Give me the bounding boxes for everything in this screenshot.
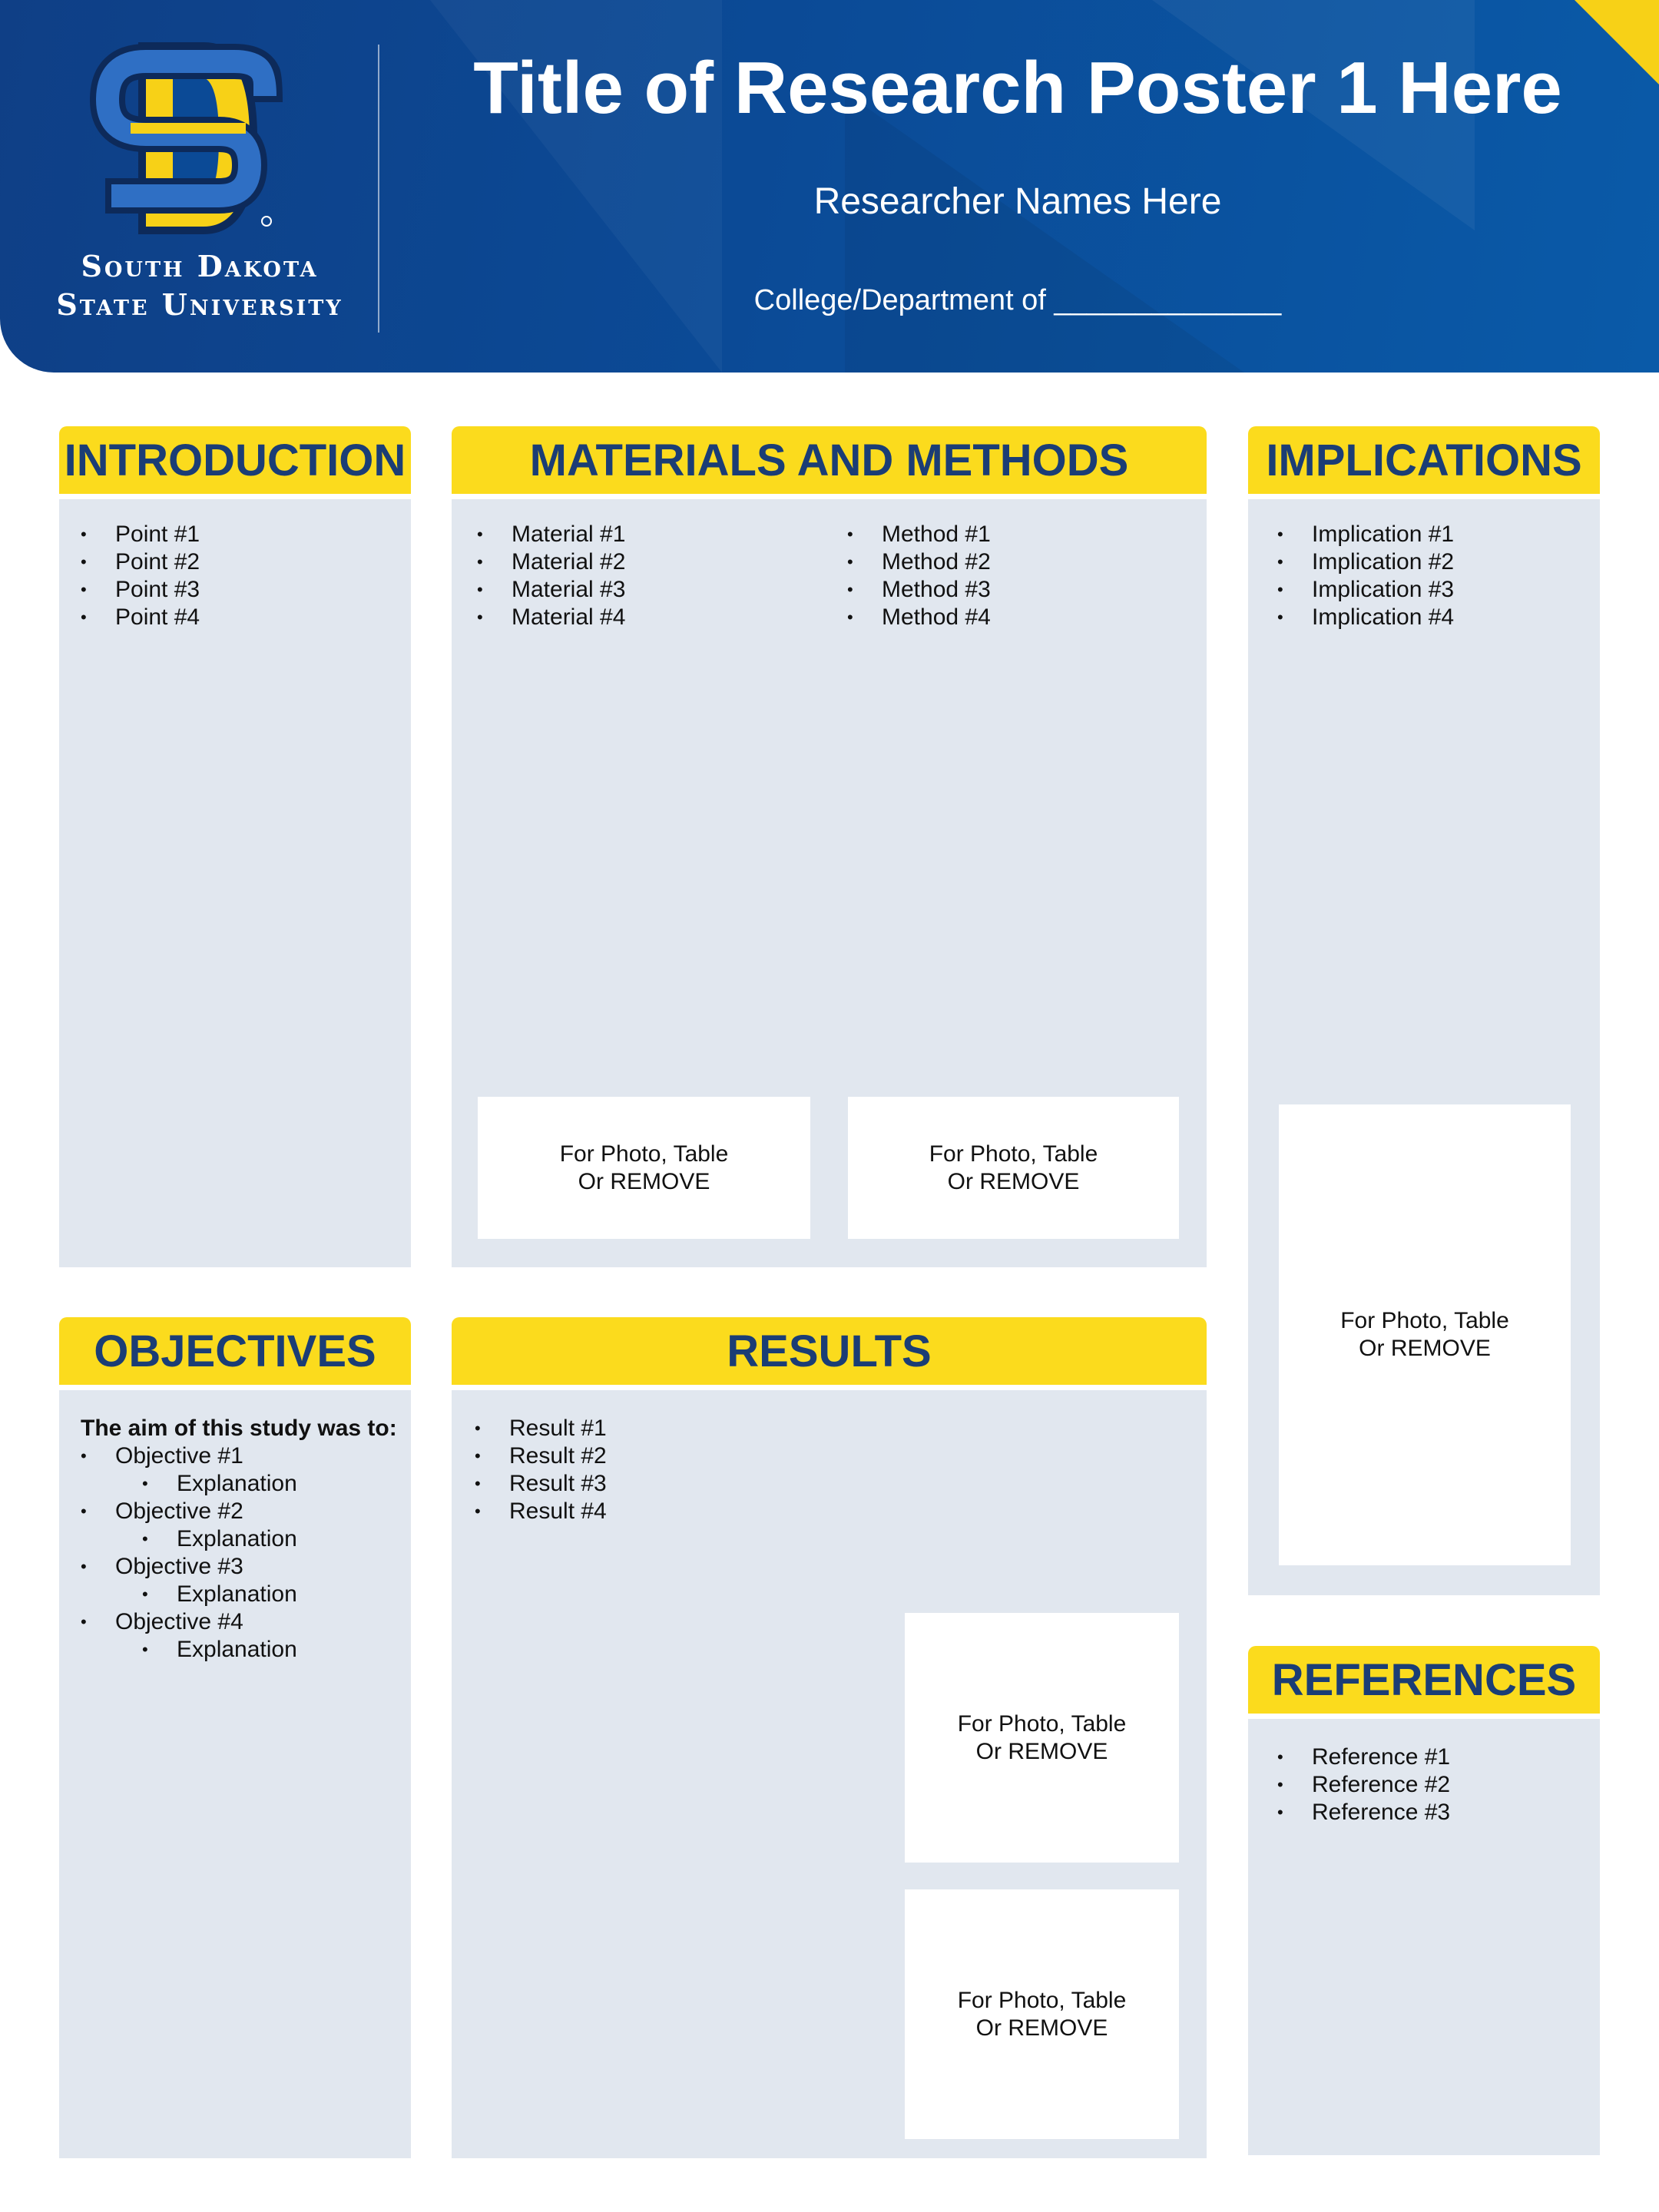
photo-placeholder[interactable] <box>905 1613 1179 1863</box>
references-list <box>1277 1743 1450 1826</box>
list-item[interactable]: • Objective #3 <box>81 1553 297 1581</box>
list-item[interactable]: • Objective #1 <box>81 1442 297 1470</box>
list-item[interactable]: • Reference #2 <box>1277 1771 1450 1799</box>
results-list <box>475 1415 607 1525</box>
objectives-heading: OBJECTIVES <box>59 1317 411 1385</box>
materials-methods-panel <box>452 499 1207 1267</box>
objective-group <box>81 1498 297 1525</box>
logo-text-line2: State University <box>56 287 343 322</box>
results-panel <box>452 1390 1207 2158</box>
list-item[interactable]: • Point #2 <box>81 548 200 576</box>
placeholder-text: Or REMOVE <box>975 1738 1108 1764</box>
list-item[interactable]: • Material #1 <box>477 521 625 548</box>
list-item[interactable]: • Result #4 <box>475 1498 607 1525</box>
materials-list <box>477 521 625 631</box>
placeholder-text: For Photo, Table <box>929 1141 1098 1167</box>
list-item[interactable]: • Method #1 <box>847 521 991 548</box>
university-logo <box>42 38 357 324</box>
list-item[interactable]: • Implication #1 <box>1277 521 1454 548</box>
objective-sublist <box>81 1636 297 1664</box>
introduction-heading: INTRODUCTION <box>59 426 411 494</box>
objective-group <box>81 1553 297 1581</box>
list-item[interactable]: • Point #4 <box>81 604 200 631</box>
list-item[interactable]: • Explanation <box>81 1470 297 1498</box>
list-item[interactable]: • Material #2 <box>477 548 625 576</box>
placeholder-text: Or REMOVE <box>578 1168 710 1194</box>
list-item[interactable]: • Method #3 <box>847 576 991 604</box>
placeholder-text: For Photo, Table <box>957 1710 1127 1737</box>
list-item[interactable]: • Implication #2 <box>1277 548 1454 576</box>
references-panel <box>1248 1719 1600 2155</box>
poster-header <box>0 0 1659 373</box>
list-item[interactable]: • Method #4 <box>847 604 991 631</box>
list-item[interactable]: • Explanation <box>81 1525 297 1553</box>
list-item[interactable]: • Result #2 <box>475 1442 607 1470</box>
header-divider <box>378 45 379 333</box>
list-item[interactable]: • Implication #4 <box>1277 604 1454 631</box>
list-item[interactable]: • Reference #3 <box>1277 1799 1450 1826</box>
references-heading: REFERENCES <box>1248 1646 1600 1714</box>
list-item[interactable]: • Implication #3 <box>1277 576 1454 604</box>
sdsu-monogram-icon <box>88 38 288 238</box>
placeholder-text: For Photo, Table <box>957 1987 1127 2013</box>
placeholder-text: For Photo, Table <box>559 1141 729 1167</box>
list-item[interactable]: • Explanation <box>81 1636 297 1664</box>
list-item[interactable]: • Point #1 <box>81 521 200 548</box>
introduction-list <box>81 521 200 631</box>
implications-heading: IMPLICATIONS <box>1248 426 1600 494</box>
list-item[interactable]: • Result #3 <box>475 1470 607 1498</box>
introduction-panel <box>59 499 411 1267</box>
list-item[interactable]: • Material #3 <box>477 576 625 604</box>
objective-sublist <box>81 1470 297 1498</box>
list-item[interactable]: • Point #3 <box>81 576 200 604</box>
logo-wordmark <box>42 247 357 324</box>
list-item[interactable]: • Explanation <box>81 1581 297 1608</box>
results-heading: RESULTS <box>452 1317 1207 1385</box>
poster-title[interactable]: Title of Research Poster 1 Here <box>473 47 1562 129</box>
list-item[interactable]: • Objective #4 <box>81 1608 297 1636</box>
list-item[interactable]: • Material #4 <box>477 604 625 631</box>
photo-placeholder[interactable] <box>848 1097 1179 1239</box>
photo-placeholder[interactable] <box>1279 1104 1571 1565</box>
list-item[interactable]: • Result #1 <box>475 1415 607 1442</box>
college-department[interactable]: College/Department of ______________ <box>753 284 1282 316</box>
objective-sublist <box>81 1581 297 1608</box>
logo-text-line1: South Dakota <box>81 249 319 283</box>
implications-panel <box>1248 499 1600 1595</box>
placeholder-text: Or REMOVE <box>1359 1336 1491 1361</box>
objective-group <box>81 1442 297 1470</box>
methods-list <box>847 521 991 631</box>
placeholder-text: Or REMOVE <box>975 2015 1108 2041</box>
placeholder-text: Or REMOVE <box>947 1168 1080 1194</box>
objectives-panel <box>59 1390 411 2158</box>
list-item[interactable]: • Method #2 <box>847 548 991 576</box>
materials-methods-heading: MATERIALS AND METHODS <box>452 426 1207 494</box>
list-item[interactable]: • Objective #2 <box>81 1498 297 1525</box>
implications-list <box>1277 521 1454 631</box>
photo-placeholder[interactable] <box>905 1889 1179 2139</box>
objective-group <box>81 1608 297 1636</box>
list-item[interactable]: • Reference #1 <box>1277 1743 1450 1771</box>
objectives-list <box>81 1442 297 1664</box>
photo-placeholder[interactable] <box>478 1097 810 1239</box>
placeholder-text: For Photo, Table <box>1340 1308 1509 1333</box>
researcher-names[interactable]: Researcher Names Here <box>813 181 1222 222</box>
objective-sublist <box>81 1525 297 1553</box>
objectives-aim: The aim of this study was to: <box>81 1416 397 1441</box>
